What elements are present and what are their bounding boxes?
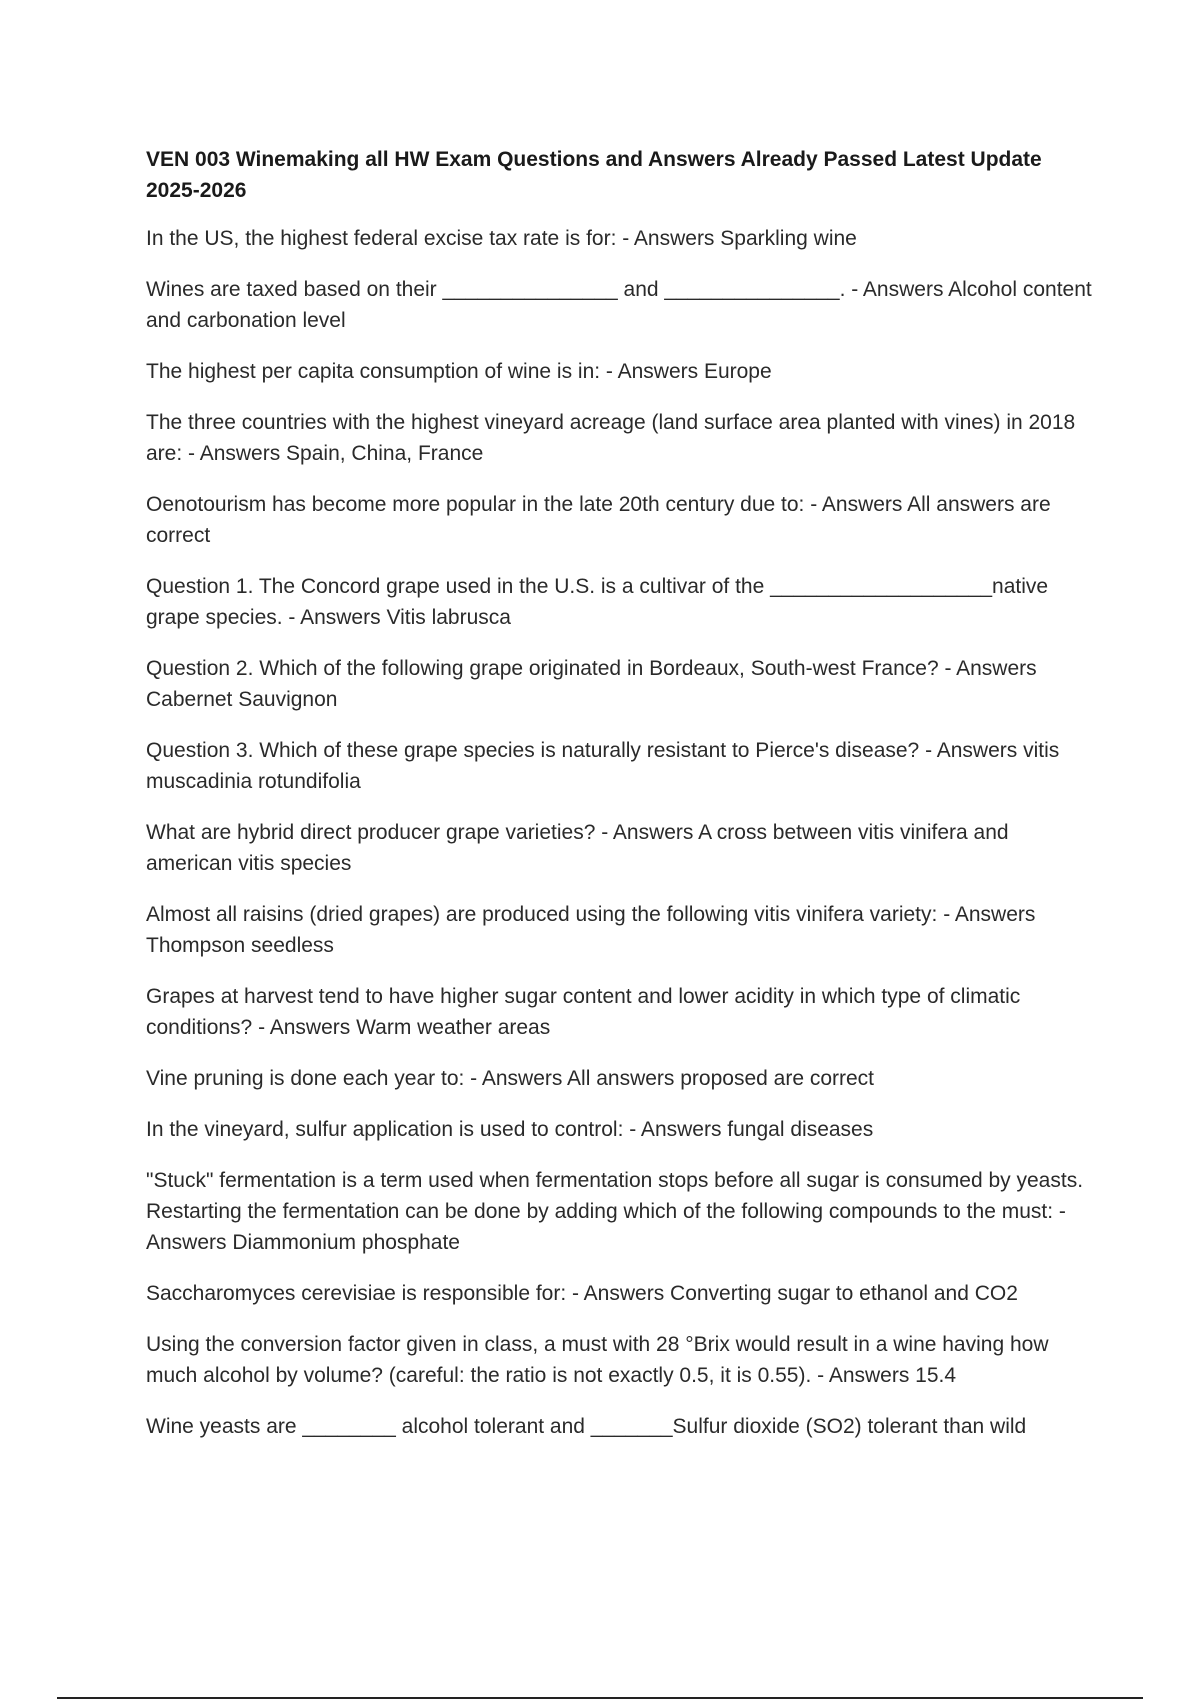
qa-item: Almost all raisins (dried grapes) are produced using the following vitis vinifera variety: - Answers Thompson seedless [146,903,1036,957]
qa-item: Saccharomyces cerevisiae is responsible for: - Answers Converting sugar to ethanol and CO2 [146,1282,1018,1305]
qa-item: Wines are taxed based on their _______________ and _______________. - Answers Alcohol content and carbonation level [146,278,1092,332]
qa-item: "Stuck" fermentation is a term used when fermentation stops before all sugar is consumed by yeasts. Restarting the fermentation can be done by adding which of the following compounds to the must: - Answers Diammonium phosphate [146,1169,1084,1254]
qa-item: In the US, the highest federal excise tax rate is for: - Answers Sparkling wine [146,227,857,250]
qa-item: Grapes at harvest tend to have higher sugar content and lower acidity in which type of climatic conditions? - Answers Warm weather areas [146,985,1021,1039]
qa-item: Vine pruning is done each year to: - Answers All answers proposed are correct [146,1067,875,1090]
qa-item: Oenotourism has become more popular in the late 20th century due to: - Answers All answers are correct [146,493,1051,547]
page-bottom-rule [57,1697,1143,1699]
document-body [146,144,1096,1462]
qa-item: Question 1. The Concord grape used in the U.S. is a cultivar of the ___________________native grape species. - Answers Vitis labrusca [146,575,1049,629]
qa-item: Question 3. Which of these grape species is naturally resistant to Pierce's disease? - Answers vitis muscadinia rotundifolia [146,739,1060,793]
qa-item: In the vineyard, sulfur application is used to control: - Answers fungal diseases [146,1118,874,1141]
qa-item: The highest per capita consumption of wine is in: - Answers Europe [146,360,772,383]
qa-item: The three countries with the highest vineyard acreage (land surface area planted with vines) in 2018 are: - Answers Spain, China, France [146,411,1076,465]
qa-item: Question 2. Which of the following grape originated in Bordeaux, South-west France? - Answers Cabernet Sauvignon [146,657,1037,711]
qa-item: What are hybrid direct producer grape varieties? - Answers A cross between vitis vinifera and american vitis species [146,821,1009,875]
document-title: VEN 003 Winemaking all HW Exam Questions and Answers Already Passed Latest Update 2025-2026 [146,148,1042,202]
qa-item: Wine yeasts are ________ alcohol tolerant and _______Sulfur dioxide (SO2) tolerant than wild [146,1415,1027,1438]
qa-item: Using the conversion factor given in class, a must with 28 °Brix would result in a wine having how much alcohol by volume? (careful: the ratio is not exactly 0.5, it is 0.55). - Answers 15.4 [146,1333,1049,1387]
